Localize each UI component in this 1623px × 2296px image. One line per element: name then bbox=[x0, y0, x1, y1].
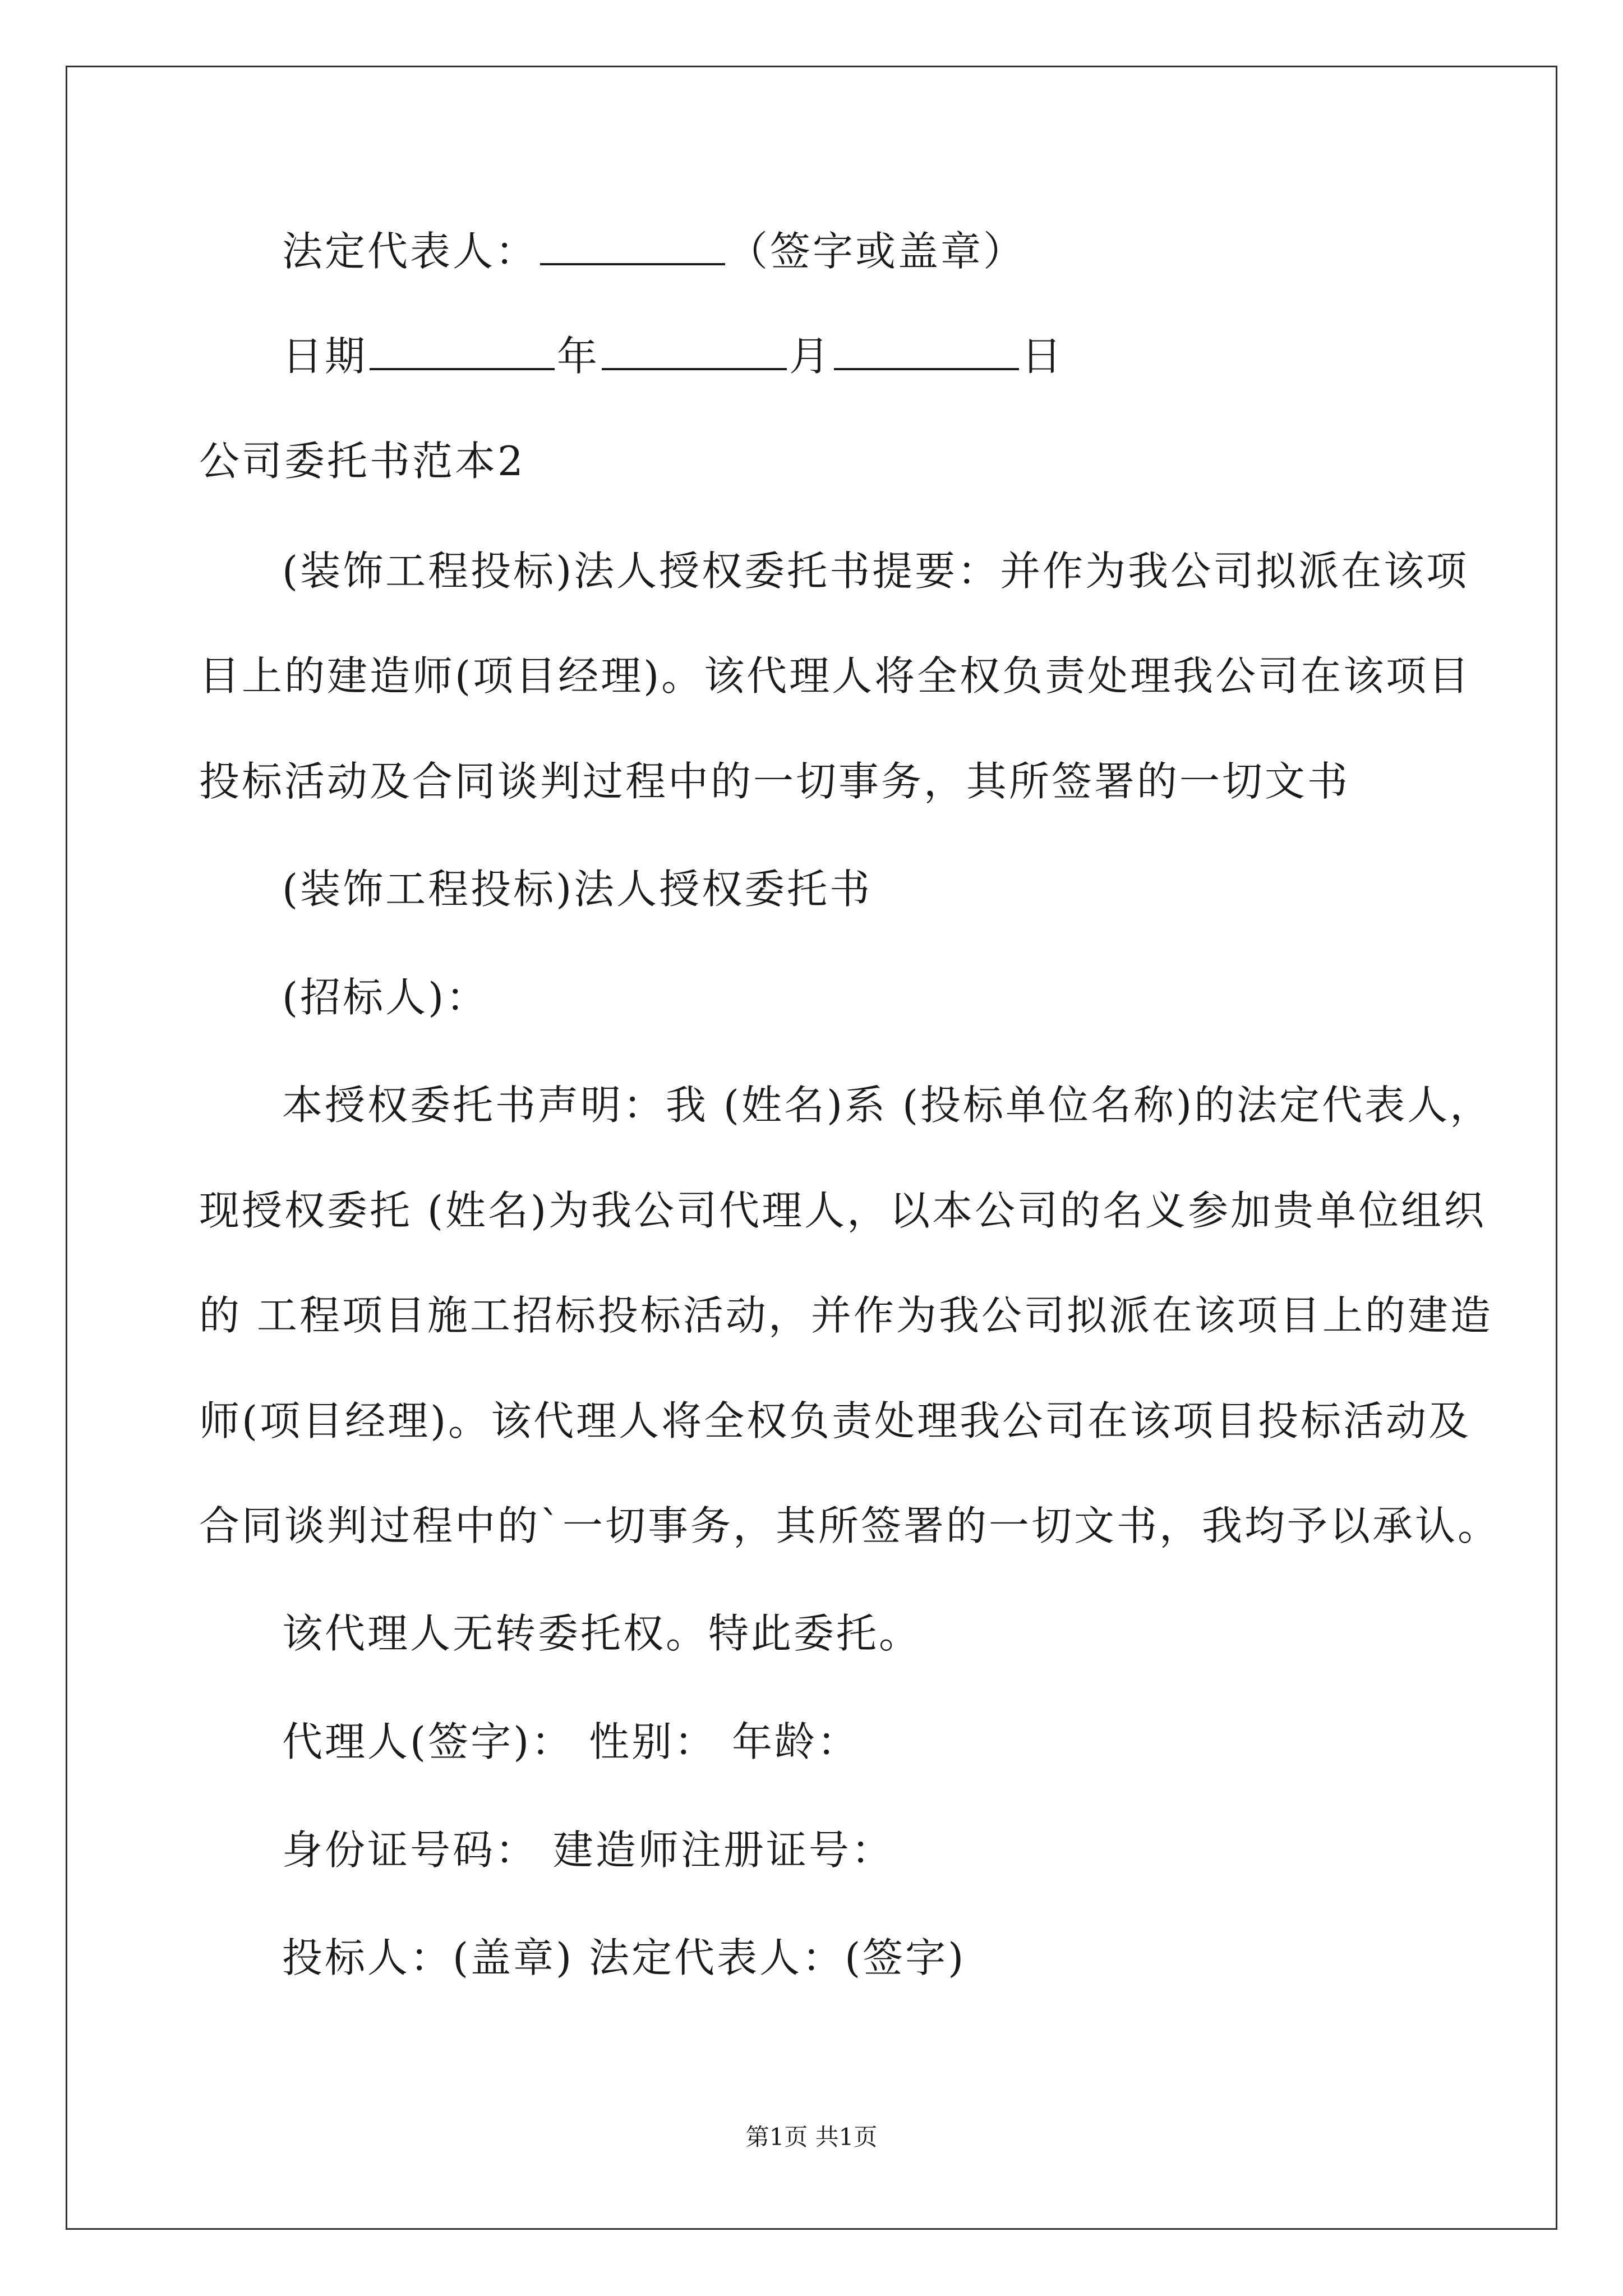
month-label: 月 bbox=[789, 333, 832, 380]
summary-line-1: (装饰工程投标)法人授权委托书提要：并作为我公司拟派在该项 bbox=[282, 547, 1469, 595]
summary-line-3: 投标活动及合同谈判过程中的一切事务，其所签署的一切文书 bbox=[199, 758, 1350, 805]
legal-rep-suffix: （签字或盖章） bbox=[727, 228, 1026, 275]
month-blank bbox=[602, 329, 787, 370]
day-blank bbox=[834, 329, 1019, 370]
date-line bbox=[282, 328, 1064, 384]
year-blank bbox=[370, 329, 555, 370]
addressee: (招标人)： bbox=[282, 974, 489, 1021]
legal-rep-label: 法定代表人： bbox=[282, 228, 538, 275]
no-transfer-line: 该代理人无转委托权。特此委托。 bbox=[282, 1610, 922, 1657]
legal-rep-blank bbox=[540, 224, 725, 265]
legal-rep-line bbox=[282, 223, 1026, 279]
body-line-4: 师(项目经理)。该代理人将全权负责处理我公司在该项目投标活动及 bbox=[199, 1397, 1472, 1444]
body-line-5: 合同谈判过程中的`一切事务，其所签署的一切文书，我均予以承认。 bbox=[199, 1502, 1501, 1549]
body-line-3: 的 工程项目施工招标投标活动，并作为我公司拟派在该项目上的建造 bbox=[199, 1292, 1493, 1339]
year-label: 年 bbox=[557, 333, 600, 380]
page-border bbox=[66, 66, 1557, 2230]
body-line-1: 本授权委托书声明：我 (姓名)系 (投标单位名称)的法定代表人， bbox=[282, 1082, 1493, 1129]
page-footer: 第1页 共1页 bbox=[745, 2123, 878, 2151]
body-line-2: 现授权委托 (姓名)为我公司代理人，以本公司的名义参加贵单位组织 bbox=[199, 1187, 1487, 1234]
summary-line-2: 目上的建造师(项目经理)。该代理人将全权负责处理我公司在该项目 bbox=[199, 652, 1472, 700]
date-label: 日期 bbox=[282, 333, 368, 380]
agent-info-line: 代理人(签字)： 性别： 年龄： bbox=[282, 1718, 860, 1765]
bidder-sign-line: 投标人：(盖章) 法定代表人：(签字) bbox=[282, 1934, 966, 1981]
document-title: (装饰工程投标)法人授权委托书 bbox=[282, 866, 873, 913]
id-info-line: 身份证号码： 建造师注册证号： bbox=[282, 1826, 894, 1874]
section-title: 公司委托书范本2 bbox=[199, 438, 525, 485]
day-label: 日 bbox=[1021, 333, 1064, 380]
